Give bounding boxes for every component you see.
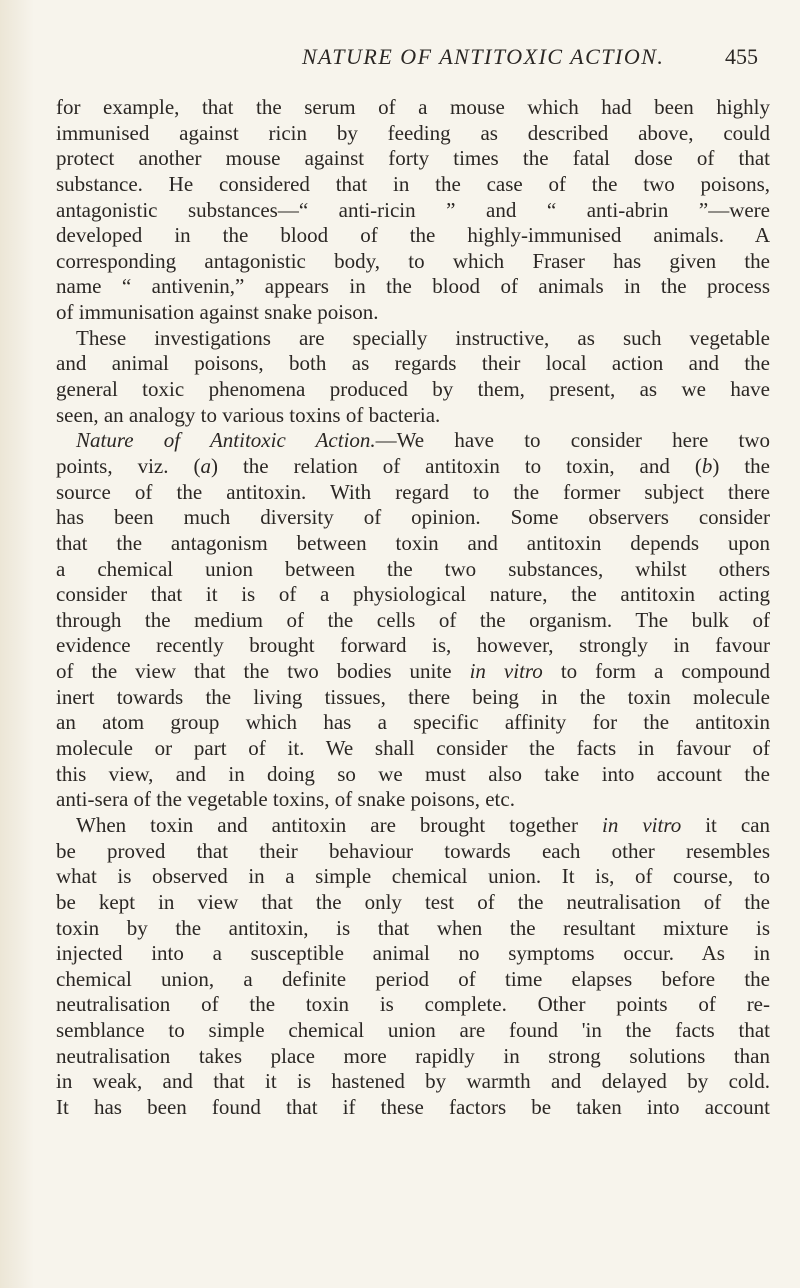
text-segment: be kept in view that the only test of the neutralisation of the [56,889,770,914]
text-line [56,685,770,711]
text-line [56,480,770,506]
text-line [56,1018,770,1044]
text-segment: immunised against ricin by feeding as described above, could [56,120,770,145]
text-segment: inert towards the living tissues, there being in the toxin molecule [56,684,770,709]
text-segment: source of the antitoxin. With regard to the former subject there [56,479,770,504]
text-line [56,377,770,403]
text-line [56,710,770,736]
italic-text: b [701,453,713,478]
text-line [56,300,770,326]
text-line [56,1095,770,1121]
italic-text: in vitro [469,659,543,684]
text-segment: through the medium of the cells of the organism. The bulk of [56,607,770,632]
page-number: 455 [725,44,758,69]
text-line [56,1069,770,1095]
text-segment: an atom group which has a specific affinity for the antitoxin [56,710,770,735]
text-line [56,890,770,916]
text-line [56,916,770,942]
page-gutter-shadow [0,0,34,1288]
text-line [56,762,770,788]
text-line [56,223,770,249]
text-segment: seen, an analogy to various toxins of bacteria. [56,402,441,427]
text-line [56,839,770,865]
text-line [56,736,770,762]
text-segment: substance. He considered that in the case of the two poisons, [56,171,770,196]
italic-text: in vitro [602,812,682,837]
text-segment: consider that it is of a physiological nature, the antitoxin acting [56,582,770,607]
text-line [56,864,770,890]
text-segment: name “ antivenin,” appears in the blood of animals in the process [56,274,770,299]
text-line [56,403,770,429]
text-segment: toxin by the antitoxin, is that when the resultant mixture is [56,915,770,940]
text-segment: that the antagonism between toxin and antitoxin depends upon [56,530,770,555]
text-segment: chemical union, a definite period of time elapses before the [56,966,770,991]
body-text [56,95,770,1121]
text-line [56,351,770,377]
text-segment: protect another mouse against forty times the fatal dose of that [56,146,770,171]
text-segment: developed in the blood of the highly-immunised animals. A [56,223,770,248]
text-segment: be proved that their behaviour towards each other resembles [56,838,770,863]
text-segment: of the view that the two bodies unite [56,659,470,684]
text-segment: —We have to consider here two [375,428,770,453]
text-segment: molecule or part of it. We shall consider the facts in favour of [56,736,770,761]
text-line [56,1044,770,1070]
text-segment: anti-sera of the vegetable toxins, of snake poisons, etc. [56,787,515,812]
text-segment: to form a compound [542,659,770,684]
italic-text: Nature of Antitoxic Action. [76,428,376,453]
text-line [56,121,770,147]
text-line [56,787,770,813]
text-segment: for example, that the serum of a mouse which had been highly [56,95,770,119]
text-line [56,941,770,967]
page-header [0,44,800,78]
text-segment: it can [681,812,770,837]
text-segment: of immunisation against snake poison. [56,300,379,325]
text-line [56,608,770,634]
text-segment: antagonistic substances—“ anti-ricin ” and “ anti-abrin ”—were [56,197,770,222]
text-segment: a chemical union between the two substances, whilst others [56,556,770,581]
text-segment: what is observed in a simple chemical union. It is, of course, to [56,864,770,889]
text-segment: this view, and in doing so we must also take into account the [56,761,770,786]
text-segment: neutralisation of the toxin is complete. Other points of re- [56,992,770,1017]
text-segment: corresponding antagonistic body, to which Fraser has given the [56,248,770,273]
text-line [56,582,770,608]
text-line [56,992,770,1018]
text-segment: in weak, and that it is hastened by warmth and delayed by cold. [56,1069,770,1094]
text-line [56,172,770,198]
text-line [56,198,770,224]
text-segment: general toxic phenomena produced by them, present, as we have [56,377,770,402]
italic-text: a [200,453,211,478]
text-line [56,531,770,557]
text-segment: ) the [712,453,770,478]
text-line [56,249,770,275]
text-line [56,813,770,839]
text-line [56,633,770,659]
text-segment: points, viz. ( [56,453,201,478]
text-segment: These investigations are specially instructive, as such vegetable [76,325,770,350]
text-line [56,967,770,993]
text-segment: ) the relation of antitoxin to toxin, and ( [210,453,702,478]
text-line [56,454,770,480]
text-segment: and animal poisons, both as regards their local action and the [56,351,770,376]
running-title: NATURE OF ANTITOXIC ACTION. [302,44,665,69]
text-line [56,659,770,685]
text-segment: It has been found that if these factors be taken into account [56,1094,770,1119]
text-line [56,557,770,583]
text-segment: semblance to simple chemical union are found 'in the facts that [56,1018,770,1043]
text-segment: evidence recently brought forward is, however, strongly in favour [56,633,770,658]
text-line [56,326,770,352]
text-line [56,274,770,300]
text-segment: injected into a susceptible animal no symptoms occur. As in [56,941,770,966]
text-segment: neutralisation takes place more rapidly in strong solutions than [56,1043,770,1068]
text-segment: When toxin and antitoxin are brought together [76,812,602,837]
text-line [56,505,770,531]
text-line [56,428,770,454]
text-line [56,146,770,172]
text-segment: has been much diversity of opinion. Some observers consider [56,505,770,530]
text-line [56,95,770,121]
